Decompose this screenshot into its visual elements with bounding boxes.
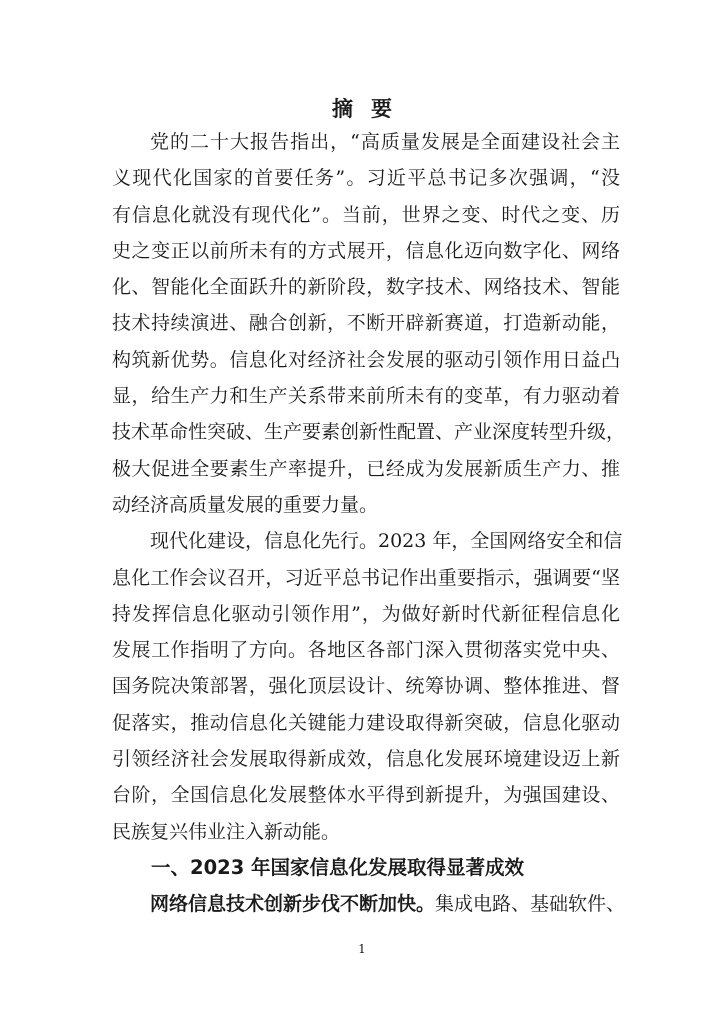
paragraph-continuation: 集成电路、基础软件、 [435,893,626,916]
abstract-title-char: 要 [371,97,392,121]
paragraph-line: 极大促进全要素生产率提升，已经成为发展新质生产力、推 [112,457,620,480]
bold-lead-sentence: 网络信息技术创新步伐不断加快。 [150,893,436,916]
paragraph-line: 发展工作指明了方向。各地区各部门深入贯彻落实党中央、 [112,639,620,662]
paragraph-line: 义现代化国家的首要任务”。习近平总书记多次强调，“没 [112,167,620,190]
paragraph-line: 技术持续演进、融合创新，不断开辟新赛道，打造新动能， [112,312,620,335]
paragraph-line: 民族复兴伟业注入新动能。 [112,820,341,843]
paragraph-2 [112,523,623,850]
paragraph-line: 引领经济社会发展取得新成效，信息化发展环境建设迈上新 [112,748,620,771]
paragraph-line: 有信息化就没有现代化”。当前，世界之变、时代之变、历 [112,203,620,226]
abstract-title-char: 摘 [332,97,353,121]
section-heading: 一、2023 年国家信息化发展取得显著成效 [151,855,525,879]
paragraph-line: 现代化建设，信息化先行。2023 年，全国网络安全和信 [150,530,623,553]
paragraph-3 [112,886,626,922]
paragraph-line: 息化工作会议召开，习近平总书记作出重要指示，强调要“坚 [112,566,620,589]
paragraph-line: 促落实，推动信息化关键能力建设取得新突破，信息化驱动 [112,711,620,734]
abstract-title [0,94,724,124]
paragraph-line: 动经济高质量发展的重要力量。 [112,493,379,516]
paragraph-line: 持发挥信息化驱动引领作用”，为做好新时代新征程信息化 [112,602,620,625]
paragraph-line: 技术革命性突破、生产要素创新性配置、产业深度转型升级， [112,421,626,444]
paragraph-1 [112,124,626,523]
paragraph-line: 显，给生产力和生产关系带来前所未有的变革，有力驱动着 [112,385,620,408]
page-number: 1 [358,942,366,956]
paragraph-line: 化、智能化全面跃升的新阶段，数字技术、网络技术、智能 [112,276,620,299]
paragraph-line [112,886,626,922]
paragraph-line: 构筑新优势。信息化对经济社会发展的驱动引领作用日益凸 [112,348,620,371]
paragraph-line: 党的二十大报告指出，“高质量发展是全面建设社会主 [150,131,620,153]
document-body [112,124,626,923]
paragraph-line: 台阶，全国信息化发展整体水平得到新提升，为强国建设、 [112,784,620,807]
paragraph-line: 史之变正以前所未有的方式展开，信息化迈向数字化、网络 [112,239,620,262]
paragraph-line: 国务院决策部署，强化顶层设计、统筹协调、整体推进、督 [112,675,620,698]
